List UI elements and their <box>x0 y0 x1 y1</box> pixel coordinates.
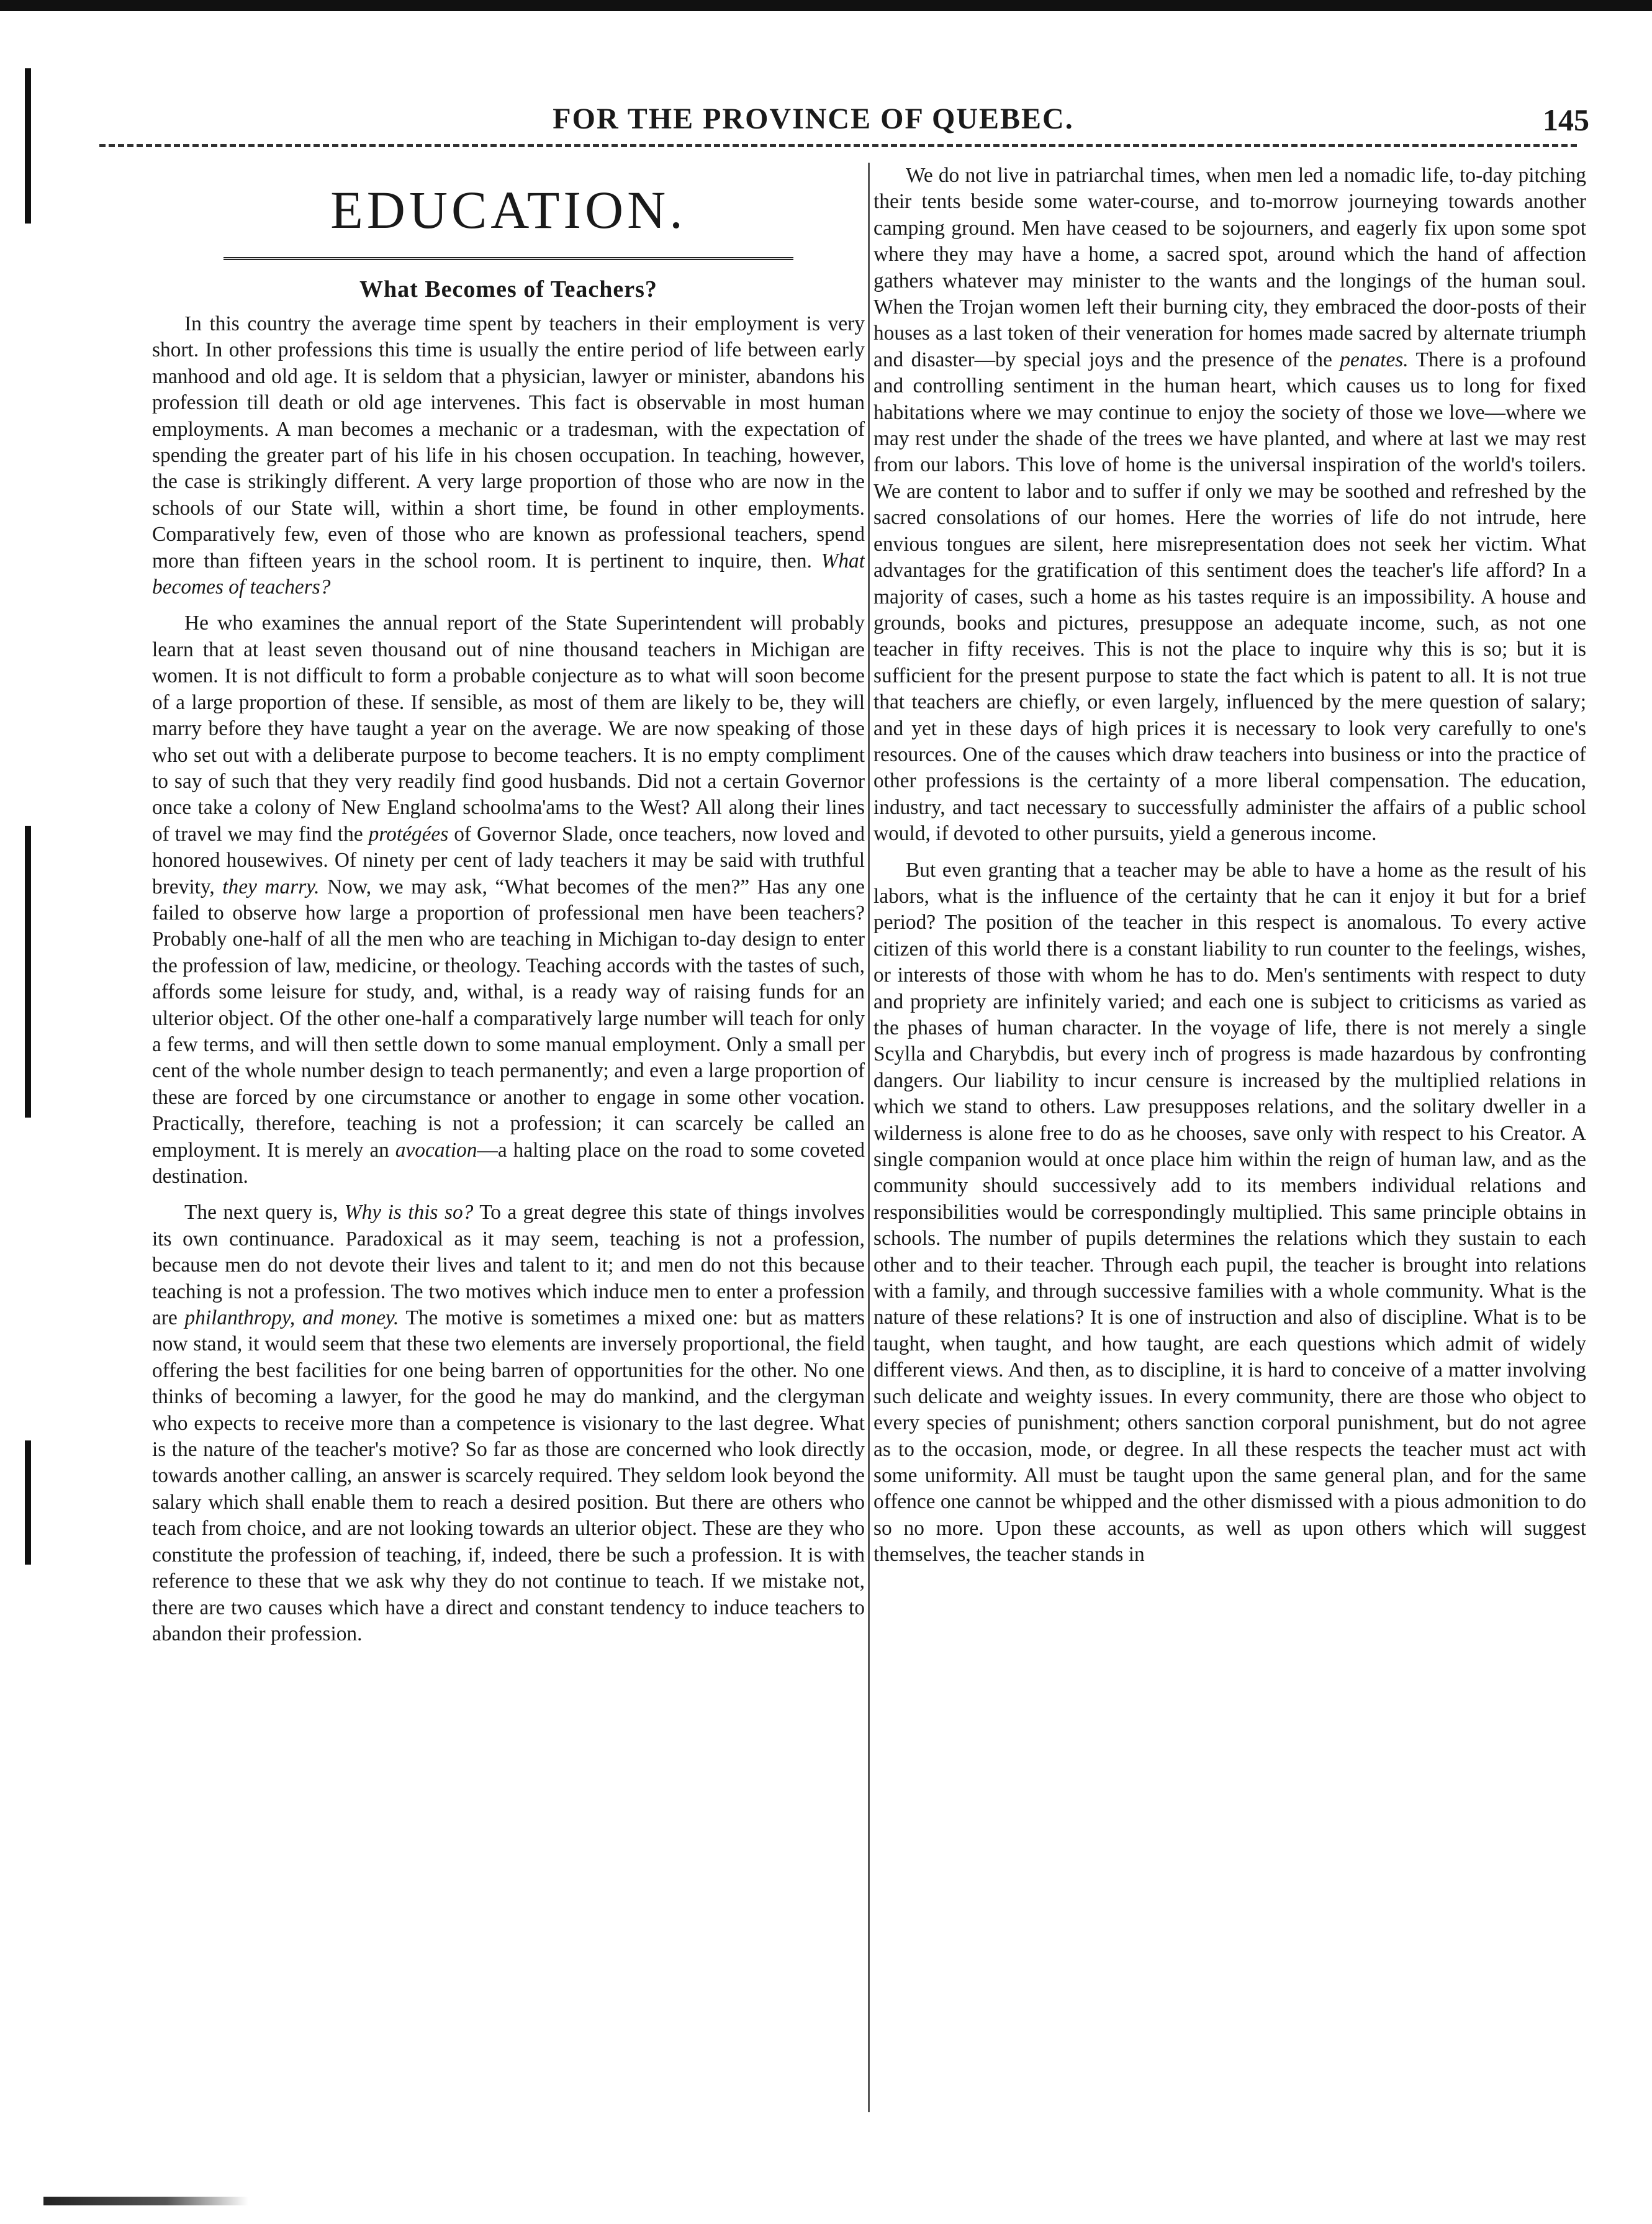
page-number: 145 <box>1543 102 1589 137</box>
left-margin-mark <box>25 68 31 224</box>
left-margin-mark <box>25 826 31 1118</box>
scan-smudge <box>43 2197 248 2205</box>
section-title: EDUCATION. <box>330 180 687 240</box>
paragraph: We do not live in patriarchal times, when men led a nomadic life, to-day pitching their tents beside some water-course, and to-morrow journeying towards another camping ground. Men have ceased to be sojourners, and eagerly fix upon some spot where they may have a home, a sacred spot, around which the hand of affection gathers whatever may minister to the wants and the longings of the human soul. When the Trojan women left their burning city, they embraced the door-posts of their houses as a last token of their veneration for homes made sacred by alternate triumph and disaster—by special joys and the presence of the penates. There is a profound and controlling sentiment in the human heart, which causes us to long for fixed habitations where we may continue to enjoy the society of those we love—where we may rest under the shade of the trees we have planted, and where at last we may rest from our labors. This love of home is the universal inspiration of the world's toilers. We are content to labor and to suffer if only we may be soothed and refreshed by the sacred consolations of our homes. Here the worries of life do not intrude, here envious tongues are silent, here misrepresentation does not seek her victim. What advantages for the gratification of this sentiment does the teacher's life afford? In a majority of cases, such a home as his tastes require is an impossibility. A house and grounds, books and pictures, presuppose an adequate income, such, as not one teacher in fifty receives. This is not the place to inquire why this is so; but it is sufficient for the present purpose to state the fact which is patent to all. It is not true that teachers are chiefly, or even largely, influenced by the mere question of salary; and yet in these days of high prices it is necessary to look very carefully to one's resources. One of the causes which draw teachers into business or into the practice of other professions is the certainty of a more liberal compensation. The education, industry, and tact necessary to successfully administer the affairs of a public school would, if devoted to other pursuits, yield a generous income. <box>873 164 1586 846</box>
top-border-rule <box>0 0 1652 11</box>
left-column <box>152 163 865 2118</box>
paragraph: In this country the average time spent by teachers in their employment is very short. In other professions this time is usually the entire period of life between early manhood and old age. It is seldom that a physician, lawyer or minister, abandons his profession till death or old age intervenes. This fact is observable in most human employments. A man becomes a mechanic or a tradesman, with the expectation of spending the greater part of his life in his chosen occupation. In teaching, however, the case is strikingly different. A very large proportion of those who are now in the schools of our State will, within a short time, be found in other employments. Comparatively few, even of those who are known as professional teachers, spend more than fifteen years in the school room. It is pertinent to inquire, then. What becomes of teachers? <box>152 312 865 599</box>
paragraph: But even granting that a teacher may be able to have a home as the result of his labors, what is the influence of the certainty that he can it enjoy it but for a brief period? The position of the teacher in this respect is anomalous. To every active citizen of this world there is a constant liability to run counter to the feelings, wishes, or interests of those with whom he has to do. Men's sentiments with respect to duty and propriety are infinitely varied; and each one is subject to criticisms as varied as the phases of human character. In the voyage of life, there is not merely a single Scylla and Charybdis, but every inch of progress is made hazardous by confronting dangers. Our liability to incur censure is increased by the multiplied relations in which we stand to others. Law presupposes relations, and the solitary dweller in a wilderness is alone free to do as he chooses, save only with respect to his Creator. A single companion would at once place him within the reign of human law, and as the community should successively add to its members individual relations and responsibilities would be correspondingly multiplied. This same principle obtains in schools. The number of pupils determines the relations which they sustain to each other and to their teacher. Through each pupil, the teacher is brought into relations with a family, and through successive families with a whole community. What is the nature of these relations? It is one of instruction and also of discipline. What is to be taught, when taught, and how taught, are each questions which admit of widely different views. And then, as to discipline, it is hard to conceive of a matter involving such delicate and weighty issues. In every community, there are those who object to every species of punishment; others sanction corporal punishment, but do not agree as to the occasion, mode, or degree. In all these respects the teacher must act with some uniformity. All must be taught upon the same general plan, and for the same offence one cannot be whipped and the other dismissed with a pious admonition to do so no more. Upon these accounts, as well as upon others which will suggest themselves, the teacher stands in <box>873 858 1586 1566</box>
right-column <box>873 163 1586 2118</box>
article-subhead: What Becomes of Teachers? <box>359 276 657 302</box>
column-divider <box>868 163 870 2112</box>
page-header <box>37 93 1589 149</box>
header-rule <box>99 144 1577 147</box>
left-margin-mark <box>25 1440 31 1565</box>
running-title: FOR THE PROVINCE OF QUEBEC. <box>553 102 1074 135</box>
paragraph: He who examines the annual report of the State Superintendent will probably learn that at least seven thousand out of nine thousand teachers in Michigan are women. It is not difficult to form a probable conjecture as to what will soon become of a large proportion of these. If sensible, as most of them are likely to be, they will marry before they have taught a year on the average. We are now speaking of those who set out with a deliberate purpose to become teachers. It is no empty compliment to say of such that they very readily find good husbands. Did not a certain Governor once take a colony of New England schoolma'ams to the West? All along their lines of travel we may find the protégées of Governor Slade, once teachers, now loved and honored housewives. Of ninety per cent of lady teachers it may be said with truthful brevity, they marry. Now, we may ask, “What becomes of the men?” Has any one failed to observe how large a proportion of professional men have been teachers? Probably one-half of all the men who are teaching in Michigan to-day design to enter the profession of law, medicine, or theology. Teaching accords with the tastes of such, affords some leisure for study, and, withal, is a ready way of raising funds for an ulterior object. Of the other one-half a comparatively large number will teach for only a few terms, and will then settle down to some manual employment. Only a small per cent of the whole number design to teach permanently; and even a large proportion of these are forced by one circumstance or another to engage in some other vocation. Practically, therefore, teaching is not a profession; it can scarcely be called an employment. It is merely an avocation—a halting place on the road to some coveted destination. <box>152 612 865 1188</box>
title-rule <box>223 257 793 260</box>
paragraph: The next query is, Why is this so? To a great degree this state of things involves its own continuance. Paradoxical as it may seem, teaching is not a profession, because men do not devote their lives and talent to it; and men do not this because teaching is not a profession. The two motives which induce men to enter a profession are philanthropy, and money. The motive is sometimes a mixed one: but as matters now stand, it would seem that these two elements are inversely proportional, the field offering the best facilities for one being barren of opportunities for the other. No one thinks of becoming a lawyer, for the good he may do mankind, and the clergyman who expects to receive more than a competence is visionary to the last degree. What is the nature of the teacher's motive? So far as those are concerned who look directly towards another calling, an answer is scarcely required. They seldom look beyond the salary which shall enable them to reach a desired position. But there are others who teach from choice, and are not looking towards an ulterior object. These are they who constitute the profession of teaching, if, indeed, there be such a profession. It is with reference to these that we ask why they do not continue to teach. If we mistake not, there are two causes which have a direct and constant tendency to induce teachers to abandon their profession. <box>152 1201 865 1645</box>
